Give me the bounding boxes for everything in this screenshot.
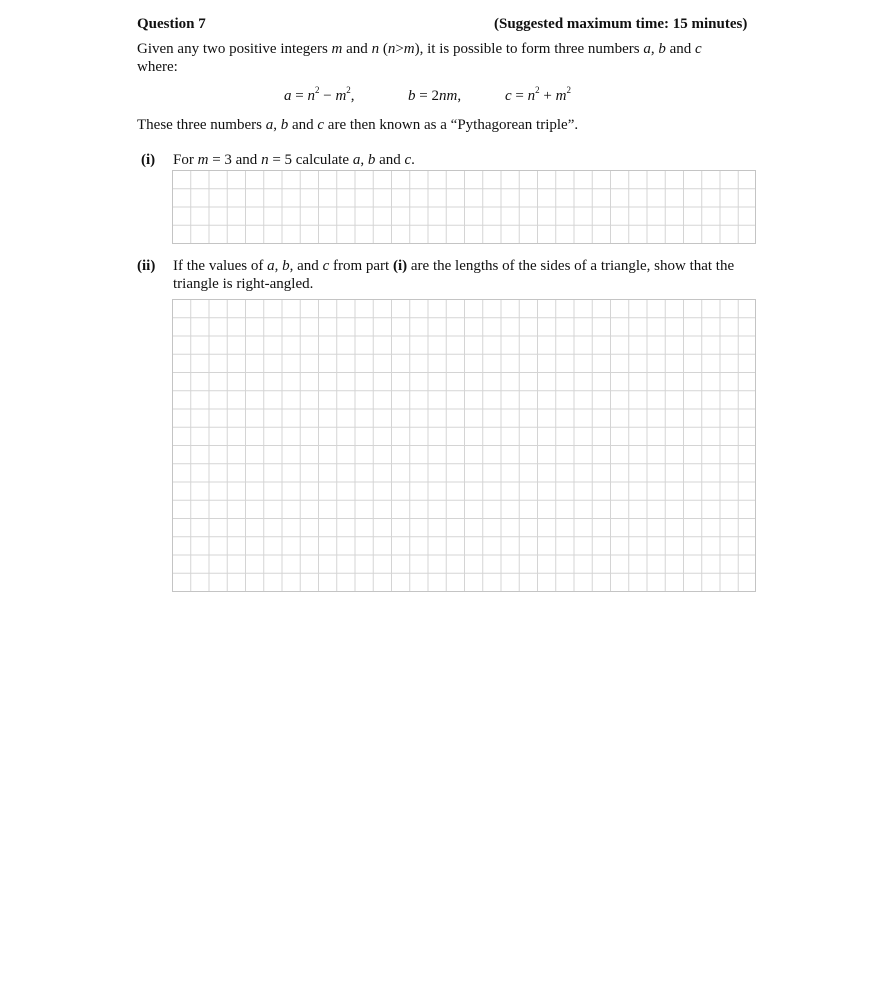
intro-line-1: Given any two positive integers m and n (n>m), it is possible to form three numbers a, b and c (137, 41, 702, 57)
formula-a: $a = n^2 - m^2$, (284, 85, 355, 104)
time-note: (Suggested maximum time: 15 minutes) (494, 16, 748, 32)
part-ii-question-line-1: If the values of a, b, and c from part (i) are the lengths of the sides of a triangle, show that the (173, 258, 735, 274)
triple-statement: These three numbers a, b and c are then known as a “Pythagorean triple”. (137, 117, 579, 133)
formula-b: b = 2nm, (408, 88, 462, 104)
formula-c: $c = n^2 + m^2$ (505, 85, 571, 104)
part-ii-label: (ii) (137, 258, 156, 274)
part-ii-question-line-2: triangle is right-angled. (173, 276, 314, 292)
part-i-label: (i) (141, 152, 156, 168)
answer-grid-part-i[interactable] (172, 170, 756, 244)
question-title: Question 7 (137, 16, 206, 32)
part-i-question: For m = 3 and n = 5 calculate a, b and c. (173, 152, 415, 168)
answer-grid-part-ii[interactable] (172, 299, 756, 592)
intro-line-2: where: (137, 59, 178, 75)
